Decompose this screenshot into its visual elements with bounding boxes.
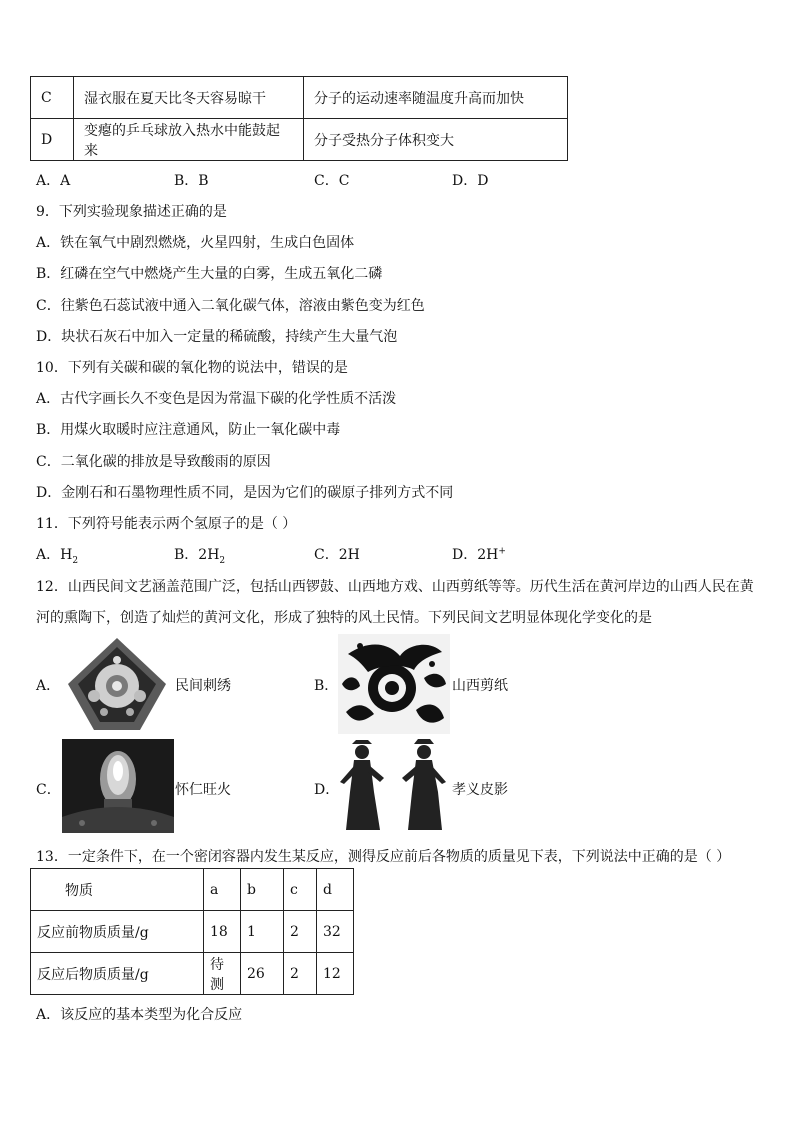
table-cell: 18 <box>204 911 241 953</box>
q9-option-a[interactable]: A．铁在氧气中剧烈燃烧，火星四射，生成白色固体 <box>36 235 355 251</box>
table-cell: 26 <box>241 953 284 995</box>
table-cell: 2 <box>284 911 317 953</box>
table-cell: 1 <box>241 911 284 953</box>
subscript: 2 <box>72 555 79 566</box>
q8-option-d[interactable]: D．D <box>452 173 489 189</box>
q13-stem: 13．一定条件下，在一个密闭容器内发生某反应，测得反应前后各物质的质量见下表，下列说法中正确的是（ ） <box>36 849 731 865</box>
subscript: 2 <box>219 555 226 566</box>
table-header: c <box>284 869 317 911</box>
table-cell: 分子的运动速率随温度升高而加快 <box>304 77 568 119</box>
q12-option-d-caption: 孝义皮影 <box>452 782 508 798</box>
bonfire-image <box>62 739 174 833</box>
table-header: b <box>241 869 284 911</box>
q11-stem: 11．下列符号能表示两个氢原子的是（ ） <box>36 516 297 532</box>
q9-option-b[interactable]: B．红磷在空气中燃烧产生大量的白雾，生成五氧化二磷 <box>36 266 383 282</box>
q12-stem-line1: 12．山西民间文艺涵盖范围广泛，包括山西锣鼓、山西地方戏、山西剪纸等等。历代生活在黄河岸边的山西人民在黄 <box>36 579 754 595</box>
q12-option-b-letter[interactable]: B． <box>314 678 339 694</box>
superscript: + <box>498 546 506 557</box>
table-cell: 变瘪的乒乓球放入热水中能鼓起来 <box>74 119 304 161</box>
q9-option-d[interactable]: D．块状石灰石中加入一定量的稀硫酸，持续产生大量气泡 <box>36 329 398 345</box>
formula-text: D．2H <box>452 547 499 563</box>
formula-text: B．2H <box>174 547 220 563</box>
table-cell: 2 <box>284 953 317 995</box>
table-cell: D <box>31 119 74 161</box>
formula-text: A．H <box>36 547 73 563</box>
table-row <box>31 911 354 953</box>
q12-option-c-caption: 怀仁旺火 <box>175 782 231 798</box>
q10-option-a[interactable]: A．古代字画长久不变色是因为常温下碳的化学性质不活泼 <box>36 391 397 407</box>
table-cell: 分子受热分子体积变大 <box>304 119 568 161</box>
shadow-puppet-image <box>338 738 450 834</box>
table-cell: C <box>31 77 74 119</box>
table-row <box>31 869 354 911</box>
q12-option-b-caption: 山西剪纸 <box>452 678 508 694</box>
q8-option-c[interactable]: C．C <box>314 173 350 189</box>
q12-option-c-letter[interactable]: C． <box>36 782 61 798</box>
q9-stem: 9．下列实验现象描述正确的是 <box>36 204 227 220</box>
q13-option-a[interactable]: A．该反应的基本类型为化合反应 <box>36 1007 243 1023</box>
paper-cut-image <box>338 634 450 734</box>
q12-option-d-letter[interactable]: D． <box>314 782 340 798</box>
q9-option-c[interactable]: C．往紫色石蕊试液中通入二氧化碳气体，溶液由紫色变为红色 <box>36 298 425 314</box>
q11-option-d[interactable] <box>452 544 506 564</box>
q10-stem: 10．下列有关碳和碳的氧化物的说法中，错误的是 <box>36 360 348 376</box>
q10-option-b[interactable]: B．用煤火取暖时应注意通风，防止一氧化碳中毒 <box>36 422 341 438</box>
q8-option-a[interactable]: A．A <box>36 173 71 189</box>
mass-table <box>30 868 354 995</box>
q8-option-b[interactable]: B．B <box>174 173 209 189</box>
table-cell: 反应后物质质量/g <box>31 953 204 995</box>
q11-option-a[interactable] <box>36 544 78 566</box>
table-row <box>31 119 568 161</box>
q12-stem-line2: 河的熏陶下，创造了灿烂的黄河文化，形成了独特的风土民情。下列民间文艺明显体现化学变化的是 <box>36 610 652 626</box>
table-cell: 12 <box>317 953 354 995</box>
table-cell: 反应前物质质量/g <box>31 911 204 953</box>
q12-option-a-caption: 民间刺绣 <box>175 678 231 694</box>
q10-option-d[interactable]: D．金刚石和石墨物理性质不同，是因为它们的碳原子排列方式不同 <box>36 485 454 501</box>
q12-option-a-letter[interactable]: A． <box>36 678 61 694</box>
q11-option-c[interactable] <box>314 544 360 564</box>
table-cell: 湿衣服在夏天比冬天容易晾干 <box>74 77 304 119</box>
table-header: a <box>204 869 241 911</box>
table-header: 物质 <box>31 869 204 911</box>
q10-option-c[interactable]: C．二氧化碳的排放是导致酸雨的原因 <box>36 454 271 470</box>
table-cell: 32 <box>317 911 354 953</box>
formula-text: C．2H <box>314 547 360 563</box>
q11-option-b[interactable] <box>174 544 225 566</box>
table-header: d <box>317 869 354 911</box>
explanation-table <box>30 76 568 161</box>
embroidery-image <box>62 636 172 732</box>
table-row <box>31 953 354 995</box>
table-cell: 待测 <box>204 953 241 995</box>
table-row <box>31 77 568 119</box>
